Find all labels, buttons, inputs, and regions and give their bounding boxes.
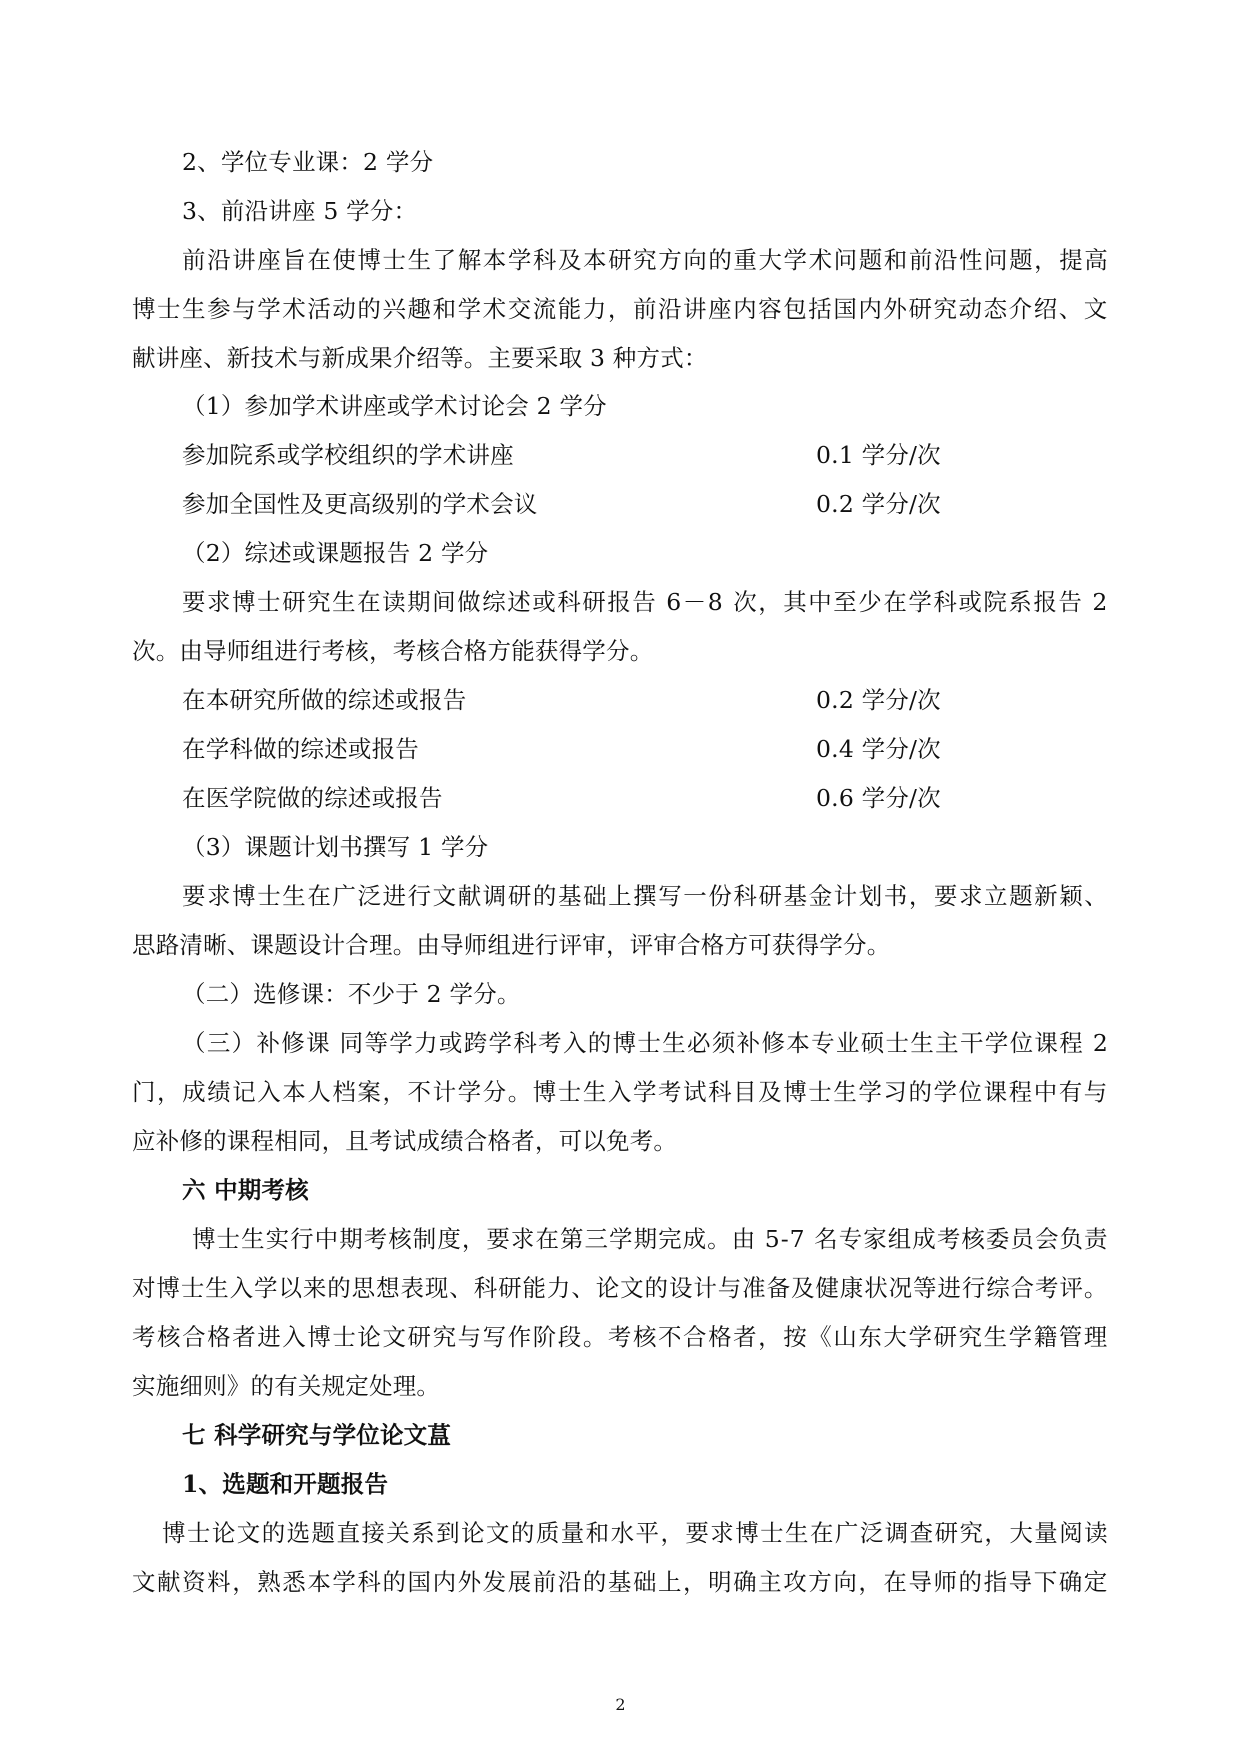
credit-value: 0.1 学分/次	[816, 441, 941, 469]
paragraph-line: 2、学位专业课：2 学分	[182, 148, 434, 176]
paragraph-line: （二）选修课：不少于 2 学分。	[182, 980, 521, 1008]
paragraph-line: 考 核 合 格 者 进 入 博 士 论 文 研 究 与 写 作 阶 段 。 考 核 不 合 格 者 ， 按 《 山 东 大 学 研 究 生 学 籍 管 理	[132, 1323, 1108, 1351]
paragraph-line: 3、前沿讲座 5 学分：	[182, 197, 418, 225]
paragraph-line: 要 求 博 士 生 在 广 泛 进 行 文 献 调 研 的 基 础 上 撰 写 一 份 科 研 基 金 计 划 书 ， 要 求 立 题 新 颖 、	[182, 882, 1108, 910]
paragraph-line: 要 求 博 士 研 究 生 在 读 期 间 做 综 述 或 科 研 报 告 6 － 8 次 ， 其 中 至 少 在 学 科 或 院 系 报 告 2	[182, 588, 1108, 616]
credit-value: 0.4 学分/次	[816, 735, 941, 763]
paragraph-line: 献讲座、新技术与新成果介绍等。主要采取 3 种方式：	[132, 344, 708, 372]
credit-value: 0.2 学分/次	[816, 490, 941, 518]
paragraph-line: 博 士 论 文 的 选 题 直 接 关 系 到 论 文 的 质 量 和 水 平 ， 要 求 博 士 生 在 广 泛 调 查 研 究 ， 大 量 阅 读	[162, 1519, 1108, 1547]
paragraph-line: （ 三 ） 补 修 课 同 等 学 力 或 跨 学 科 考 入 的 博 士 生 必 须 补 修 本 专 业 硕 士 生 主 干 学 位 课 程 2	[182, 1029, 1108, 1057]
credit-item: 在本研究所做的综述或报告	[182, 686, 467, 714]
paragraph-line: 应补修的课程相同，且考试成绩合格者，可以免考。	[132, 1127, 678, 1155]
credit-item: 参加全国性及更高级别的学术会议	[182, 490, 538, 518]
paragraph-line: 前 沿 讲 座 旨 在 使 博 士 生 了 解 本 学 科 及 本 研 究 方 向 的 重 大 学 术 问 题 和 前 沿 性 问 题 ， 提 高	[182, 246, 1108, 274]
paragraph-line: （1）参加学术讲座或学术讨论会 2 学分	[182, 392, 607, 420]
paragraph-line: 次。由导师组进行考核，考核合格方能获得学分。	[132, 637, 654, 665]
credit-item: 在医学院做的综述或报告	[182, 784, 443, 812]
credit-item: 在学科做的综述或报告	[182, 735, 419, 763]
paragraph-line: （3）课题计划书撰写 1 学分	[182, 833, 489, 861]
credit-row	[182, 783, 941, 813]
paragraph-line: 实施细则》的有关规定处理。	[132, 1372, 441, 1400]
paragraph-line: 门 ， 成 绩 记 入 本 人 档 案 ， 不 计 学 分 。 博 士 生 入 学 考 试 科 目 及 博 士 生 学 习 的 学 位 课 程 中 有 与	[132, 1078, 1108, 1106]
subsection-heading: 1、选题和开题报告	[182, 1470, 389, 1498]
credit-row	[182, 440, 941, 470]
credit-value: 0.2 学分/次	[816, 686, 941, 714]
credit-row	[182, 489, 941, 519]
section-heading: 六 中期考核	[182, 1176, 309, 1204]
paragraph-line: 思路清晰、课题设计合理。由导师组进行评审，评审合格方可获得学分。	[132, 931, 891, 959]
page-number: 2	[615, 1695, 626, 1714]
paragraph-line: 博 士 生 参 与 学 术 活 动 的 兴 趣 和 学 术 交 流 能 力 ， 前 沿 讲 座 内 容 包 括 国 内 外 研 究 动 态 介 绍 、 文	[132, 295, 1108, 323]
paragraph-line: 博 士 生 实 行 中 期 考 核 制 度 ， 要 求 在 第 三 学 期 完 成 。 由 5 - 7 名 专 家 组 成 考 核 委 员 会 负 责	[192, 1225, 1108, 1253]
credit-row	[182, 734, 941, 764]
credit-item: 参加院系或学校组织的学术讲座	[182, 441, 514, 469]
paragraph-line: 文 献 资 料 ， 熟 悉 本 学 科 的 国 内 外 发 展 前 沿 的 基 础 上 ， 明 确 主 攻 方 向 ， 在 导 师 的 指 导 下 确 定	[132, 1568, 1108, 1596]
credit-row	[182, 685, 941, 715]
section-heading: 七 科学研究与学位论文蒀	[182, 1421, 452, 1449]
paragraph-line: 对 博 士 生 入 学 以 来 的 思 想 表 现 、 科 研 能 力 、 论 文 的 设 计 与 准 备 及 健 康 状 况 等 进 行 综 合 考 评 。	[132, 1274, 1108, 1302]
paragraph-line: （2）综述或课题报告 2 学分	[182, 539, 489, 567]
credit-value: 0.6 学分/次	[816, 784, 941, 812]
